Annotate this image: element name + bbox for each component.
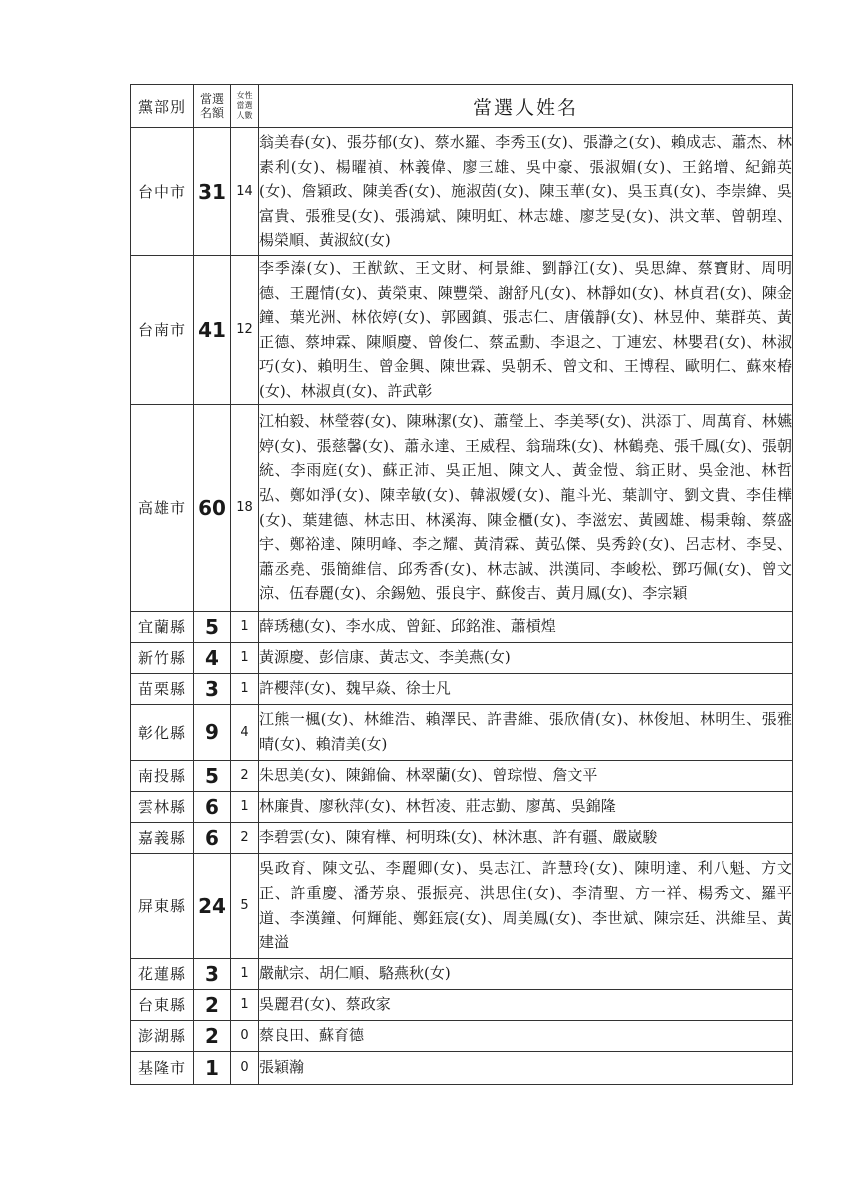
quota-cell: 24	[194, 853, 231, 958]
quota-cell: 3	[194, 673, 231, 704]
names-cell: 江熊一楓(女)、林維浩、賴澤民、許書維、張欣倩(女)、林俊旭、林明生、張雅晴(女)、賴清美(女)	[259, 704, 793, 760]
table-row	[131, 673, 793, 704]
table-row	[131, 822, 793, 853]
region-cell: 屏東縣	[131, 853, 194, 958]
table-row	[131, 989, 793, 1020]
table-row	[131, 704, 793, 760]
region-cell: 台東縣	[131, 989, 194, 1020]
region-cell: 新竹縣	[131, 642, 194, 673]
names-cell: 許櫻萍(女)、魏早焱、徐士凡	[259, 673, 793, 704]
quota-cell: 5	[194, 760, 231, 791]
region-cell: 宜蘭縣	[131, 611, 194, 642]
quota-cell: 3	[194, 958, 231, 989]
names-cell: 嚴献宗、胡仁順、駱燕秋(女)	[259, 958, 793, 989]
female-count-cell: 0	[231, 1051, 259, 1084]
quota-cell: 2	[194, 989, 231, 1020]
results-table	[130, 84, 793, 1085]
names-cell: 李季溱(女)、王猷欽、王文財、柯景維、劉靜江(女)、吳思緯、蔡寶財、周明德、王麗情(女)、黃榮東、陳豐榮、謝舒凡(女)、林靜如(女)、林貞君(女)、陳金鐘、葉光洲、林依婷(女)、郭國鎮、張志仁、唐儀靜(女)、林昱仲、葉群英、黃正德、蔡坤霖、陳順慶、曾俊仁、蔡孟勳、李退之、丁連宏、林嬰君(女)、林淑巧(女)、賴明生、曾金興、陳世霖、吳朝禾、曾文和、王博程、歐明仁、蘇來椿(女)、林淑貞(女)、許武彰	[259, 256, 793, 405]
quota-cell: 6	[194, 791, 231, 822]
header-female-count	[231, 85, 259, 128]
names-cell: 蔡良田、蘇育德	[259, 1020, 793, 1051]
quota-cell: 4	[194, 642, 231, 673]
female-count-cell: 0	[231, 1020, 259, 1051]
female-count-cell: 5	[231, 853, 259, 958]
region-cell: 雲林縣	[131, 791, 194, 822]
names-cell: 林廉貴、廖秋萍(女)、林哲凌、莊志勤、廖萬、吳錦隆	[259, 791, 793, 822]
table-row	[131, 853, 793, 958]
female-count-cell: 1	[231, 673, 259, 704]
female-count-cell: 1	[231, 791, 259, 822]
names-cell: 張穎瀚	[259, 1051, 793, 1084]
header-names: 當選人姓名	[259, 85, 793, 128]
table-row	[131, 611, 793, 642]
female-count-cell: 4	[231, 704, 259, 760]
header-quota	[194, 85, 231, 128]
header-quota-line2: 名額	[199, 106, 224, 120]
region-cell: 南投縣	[131, 760, 194, 791]
names-cell: 薛琇穗(女)、李水成、曾鉦、邱銘淮、蕭槓煌	[259, 611, 793, 642]
table-row	[131, 256, 793, 405]
quota-cell: 5	[194, 611, 231, 642]
female-count-cell: 18	[231, 404, 259, 611]
table-row	[131, 404, 793, 611]
names-cell: 朱思美(女)、陳錦倫、林翠蘭(女)、曾琮愷、詹文平	[259, 760, 793, 791]
quota-cell: 6	[194, 822, 231, 853]
region-cell: 彰化縣	[131, 704, 194, 760]
quota-cell: 41	[194, 256, 231, 405]
names-cell: 李碧雲(女)、陳宥樺、柯明珠(女)、林沐惠、許有疆、嚴崴駿	[259, 822, 793, 853]
names-cell: 吳政育、陳文弘、李麗卿(女)、吳志江、許慧玲(女)、陳明達、利八魁、方文正、許重慶、潘芳泉、張振亮、洪思住(女)、李清聖、方一祥、楊秀文、羅平道、李漢鐘、何輝能、鄭鈺宸(女)、周美鳳(女)、李世斌、陳宗廷、洪維呈、黃建溢	[259, 853, 793, 958]
header-row	[131, 85, 793, 128]
table-row	[131, 642, 793, 673]
names-cell: 黃源慶、彭信康、黃志文、李美燕(女)	[259, 642, 793, 673]
female-count-cell: 1	[231, 611, 259, 642]
header-female-line1: 女性	[236, 91, 253, 100]
female-count-cell: 1	[231, 989, 259, 1020]
female-count-cell: 12	[231, 256, 259, 405]
region-cell: 苗栗縣	[131, 673, 194, 704]
region-cell: 澎湖縣	[131, 1020, 194, 1051]
region-cell: 花蓮縣	[131, 958, 194, 989]
quota-cell: 9	[194, 704, 231, 760]
quota-cell: 1	[194, 1051, 231, 1084]
names-cell: 吳麗君(女)、蔡政家	[259, 989, 793, 1020]
table-row	[131, 958, 793, 989]
header-quota-line1: 當選	[199, 92, 224, 106]
region-cell: 嘉義縣	[131, 822, 194, 853]
header-region: 黨部別	[131, 85, 194, 128]
quota-cell: 31	[194, 128, 231, 256]
header-female-line2: 當選	[236, 101, 253, 110]
quota-cell: 60	[194, 404, 231, 611]
table-row	[131, 128, 793, 256]
region-cell: 高雄市	[131, 404, 194, 611]
female-count-cell: 1	[231, 642, 259, 673]
female-count-cell: 2	[231, 822, 259, 853]
names-cell: 翁美春(女)、張芬郁(女)、蔡水羅、李秀玉(女)、張瀞之(女)、賴成志、蕭杰、林素利(女)、楊曜禎、林義偉、廖三雄、吳中豪、張淑媚(女)、王銘增、紀錦英(女)、詹穎政、陳美香(女)、施淑茵(女)、陳玉華(女)、吳玉真(女)、李崇緯、吳富貴、張雅旻(女)、張鴻斌、陳明虹、林志雄、廖芝旻(女)、洪文華、曾朝瑝、楊榮順、黃淑紋(女)	[259, 128, 793, 256]
header-female-line3: 人數	[236, 111, 253, 120]
table-row	[131, 791, 793, 822]
region-cell: 台中市	[131, 128, 194, 256]
female-count-cell: 1	[231, 958, 259, 989]
table-row	[131, 760, 793, 791]
table-row	[131, 1051, 793, 1084]
female-count-cell: 2	[231, 760, 259, 791]
region-cell: 基隆市	[131, 1051, 194, 1084]
names-cell: 江柏毅、林瑩蓉(女)、陳琳潔(女)、蕭瑩上、李美琴(女)、洪添丁、周萬育、林嬿婷(女)、張慈馨(女)、蕭永達、王威程、翁瑞珠(女)、林鶴堯、張千鳳(女)、張朝統、李雨庭(女)、蘇正沛、吳正旭、陳文人、黃金愷、翁正財、吳金池、林哲弘、鄭如淨(女)、陳幸敏(女)、韓淑嬡(女)、龍斗光、葉訓守、劉文貴、李佳樺(女)、葉建德、林志田、林溪海、陳金櫃(女)、李滋宏、黃國雄、楊秉翰、蔡盛宇、鄭裕達、陳明峰、李之耀、黃清霖、黃弘傑、吳秀鈴(女)、呂志材、李旻、蕭丞堯、張簡維信、邱秀香(女)、林志誠、洪漢同、李峻松、鄧巧佩(女)、曾文涼、伍春麗(女)、余錫勉、張良宇、蘇俊吉、黃月鳳(女)、李宗穎	[259, 404, 793, 611]
region-cell: 台南市	[131, 256, 194, 405]
female-count-cell: 14	[231, 128, 259, 256]
table-row	[131, 1020, 793, 1051]
quota-cell: 2	[194, 1020, 231, 1051]
